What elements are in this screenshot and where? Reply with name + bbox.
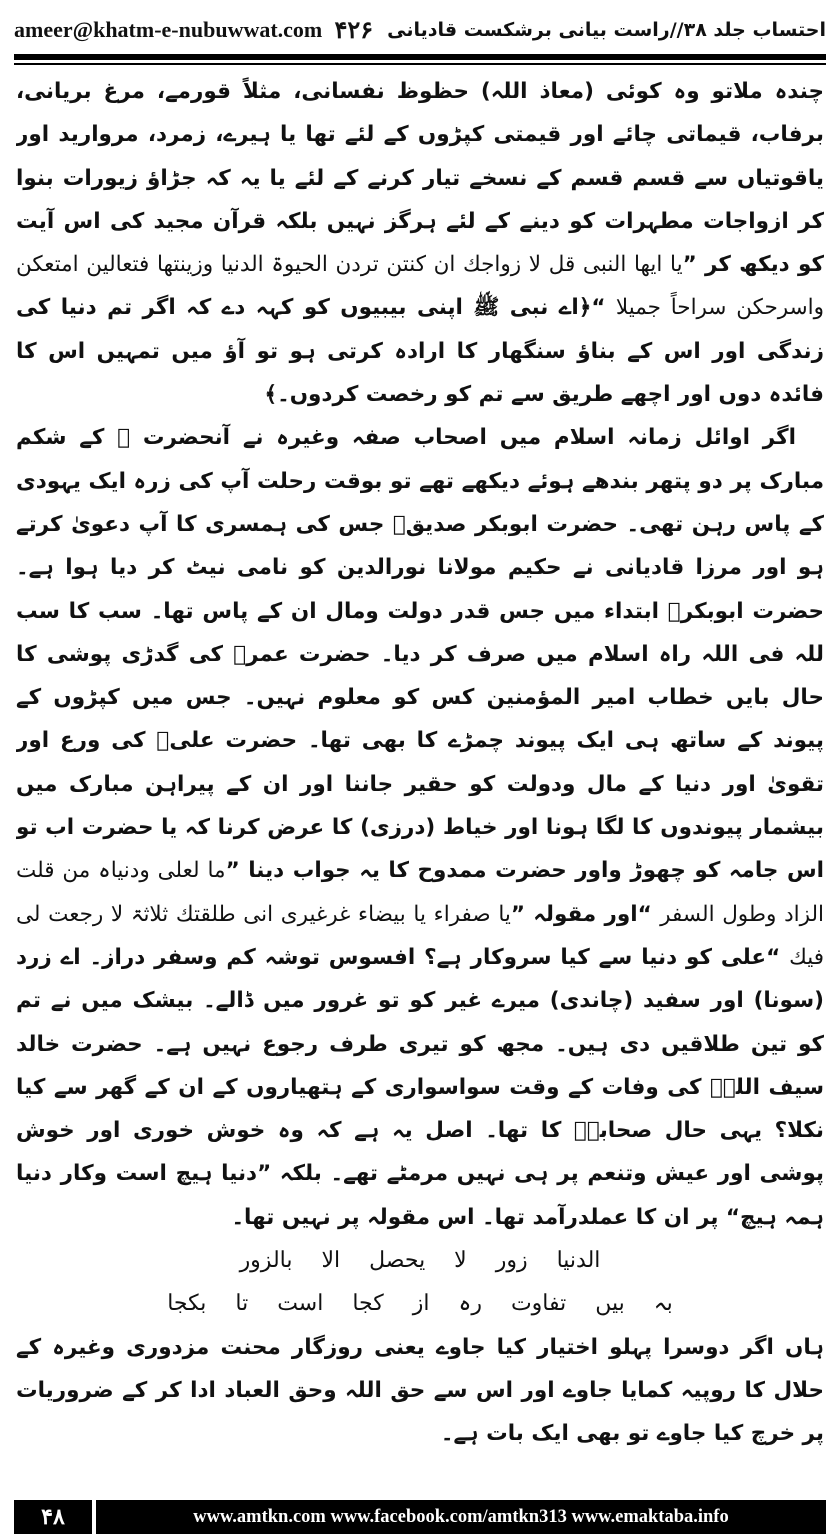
footer-links[interactable]: www.amtkn.com www.facebook.com/amtkn313 www.emaktaba.info [96,1500,826,1534]
paragraph-2 [16,416,824,1239]
header-right [334,16,826,45]
page-footer [0,1496,840,1540]
p1-text-b: “﴿اے نبی ﷺ اپنی بیبیوں کو کہہ دے کہ اگر تم دنیا کی زندگی اور اس کے بناؤ سنگھار کا ارادہ کرتی ہو تو آؤ میں تمہیں اس کا فائدہ دوں اور اچھے طریق سے تم کو رخصت کردوں۔﴾ [16,295,824,408]
footer-page-number: ۴۸ [14,1500,92,1534]
paragraph-3: ہاں اگر دوسرا پہلو اختیار کیا جاوے یعنی روزگار محنت مزدوری وغیرہ کے حلال کا روپیہ کمایا جاوے اور اس سے حق اللہ وحق العباد ادا کر کے ضروریات پر خرچ کیا جاوے تو بھی ایک بات ہے۔ [16,1334,824,1447]
header-email: ameer@khatm-e-nubuwwat.com [14,17,323,42]
p2-arabic-quote-2: یا صفراء یا بیضاء غرغیری انی طلقتك ثلاثۃ لا رجعت لی فیك [16,901,824,970]
verse-line-2: بہ بیں تفاوت رہ از کجا است تا بکجا [167,1291,673,1317]
p2-text-c: “علی کو دنیا سے کیا سروکار ہے؟ افسوس توشہ کم وسفر دراز۔ اے زرد (سونا) اور سفید (چاندی) میرے غیر کو تو غرور میں ڈالے۔ بیشک میں نے تم کو تین طلاقیں دی ہیں۔ مجھ کو تیری طرف رجوع نہیں ہے۔ حضرت خالد سیف اللہؓ کی وفات کے وقت سواسواری کے ہتھیاروں کے ان کے گھر سے کیا نکلا؟ یہی حال صحابہؓ کا تھا۔ اصل یہ ہے کہ وہ خوش خوری اور خوش پوشی اور عیش وتنعم پر ہی نہیں مرمٹے تھے۔ بلکہ ”دنیا ہیچ است وکار دنیا ہمہ ہیچ“ پر ان کا عملدرآمد تھا۔ اس مقولہ پر نہیں تھا۔ [16,944,824,1230]
paragraph-1 [16,70,824,416]
header-page-number: ۴۲۶ [334,17,374,44]
p2-text-a: اگر اوائل زمانہ اسلام میں اصحاب صفہ وغیرہ نے آنحضرت ﷺ کے شکم مبارک پر دو پتھر بندھے ہوئے دیکھے تھے تو بوقت رحلت آپ کی زرہ ایک یہودی کے پاس رہن تھی۔ حضرت ابوبکر صدیقؓ جس کی ہمسری کا آپ دعویٰ کرتے ہو اور مرزا قادیانی نے حکیم مولانا نورالدین کو نامی نیٹ کر دیا ہوا ہے۔ حضرت ابوبکرؓ ابتداء میں جس قدر دولت ومال ان کے پاس تھا۔ سب کا سب للہ فی اللہ راہ اسلام میں صرف کر دیا۔ حضرت عمرؓ کی گدڑی پوشی کا حال بایں خطاب امیر المؤمنین کس کو معلوم نہیں۔ جس میں کپڑوں کے پیوند کے ساتھ ہی ایک پیوند چمڑے کا بھی تھا۔ حضرت علیؓ کی ورع اور تقویٰ اور دنیا کے مال ودولت کو حقیر جاننا اور ان کے پیراہن مبارک میں بیشمار پیوندوں کا لگا ہونا اور خیاط (درزی) کا عرض کرنا کہ یا حضرت اب تو اس جامہ کو چھوڑ واور حضرت ممدوح کا یہ جواب دینا ” [16,425,824,884]
header-rule-thin [14,63,826,65]
verse-line-1: الدنیا زور لا یحصل الا بالزور [239,1248,601,1274]
page-body [16,70,824,1475]
p2-text-b: “اور مقولہ ” [510,901,661,927]
p1-text-a: چندہ ملاتو وہ کوئی (معاذ اللہ) حظوظ نفسانی، مثلاً قورمے، مرغ بریانی، برفاب، قیماتی چائے اور قیمتی کپڑوں کے لئے تھا یا ہیرے، زمرد، مروارید اور یاقوتیاں سے قسم قسم کے نسخے تیار کرنے کے لئے یا یہ کہ جڑاؤ زیورات بنوا کر ازواجات مطہرات کو دینے کے لئے ہرگز نہیں بلکہ قرآن مجید کی اس آیت کو دیکھ کر ” [16,79,824,278]
page-header [14,8,826,52]
p1-quran-verse: یا ایھا النبی قل لا زواجك ان کنتن تردن الحیوۃ الدنیا وزینتھا فتعالین امتعکن واسرحکن سراحاً جمیلا [16,252,824,321]
running-title: احتساب جلد ۳۸//راست بیانی برشکست قادیانی [387,19,826,41]
p2-arabic-quote-1: ما لعلی ودنیاہ من قلت الزاد وطول السفر [16,858,824,927]
header-rule-thick [14,54,826,60]
